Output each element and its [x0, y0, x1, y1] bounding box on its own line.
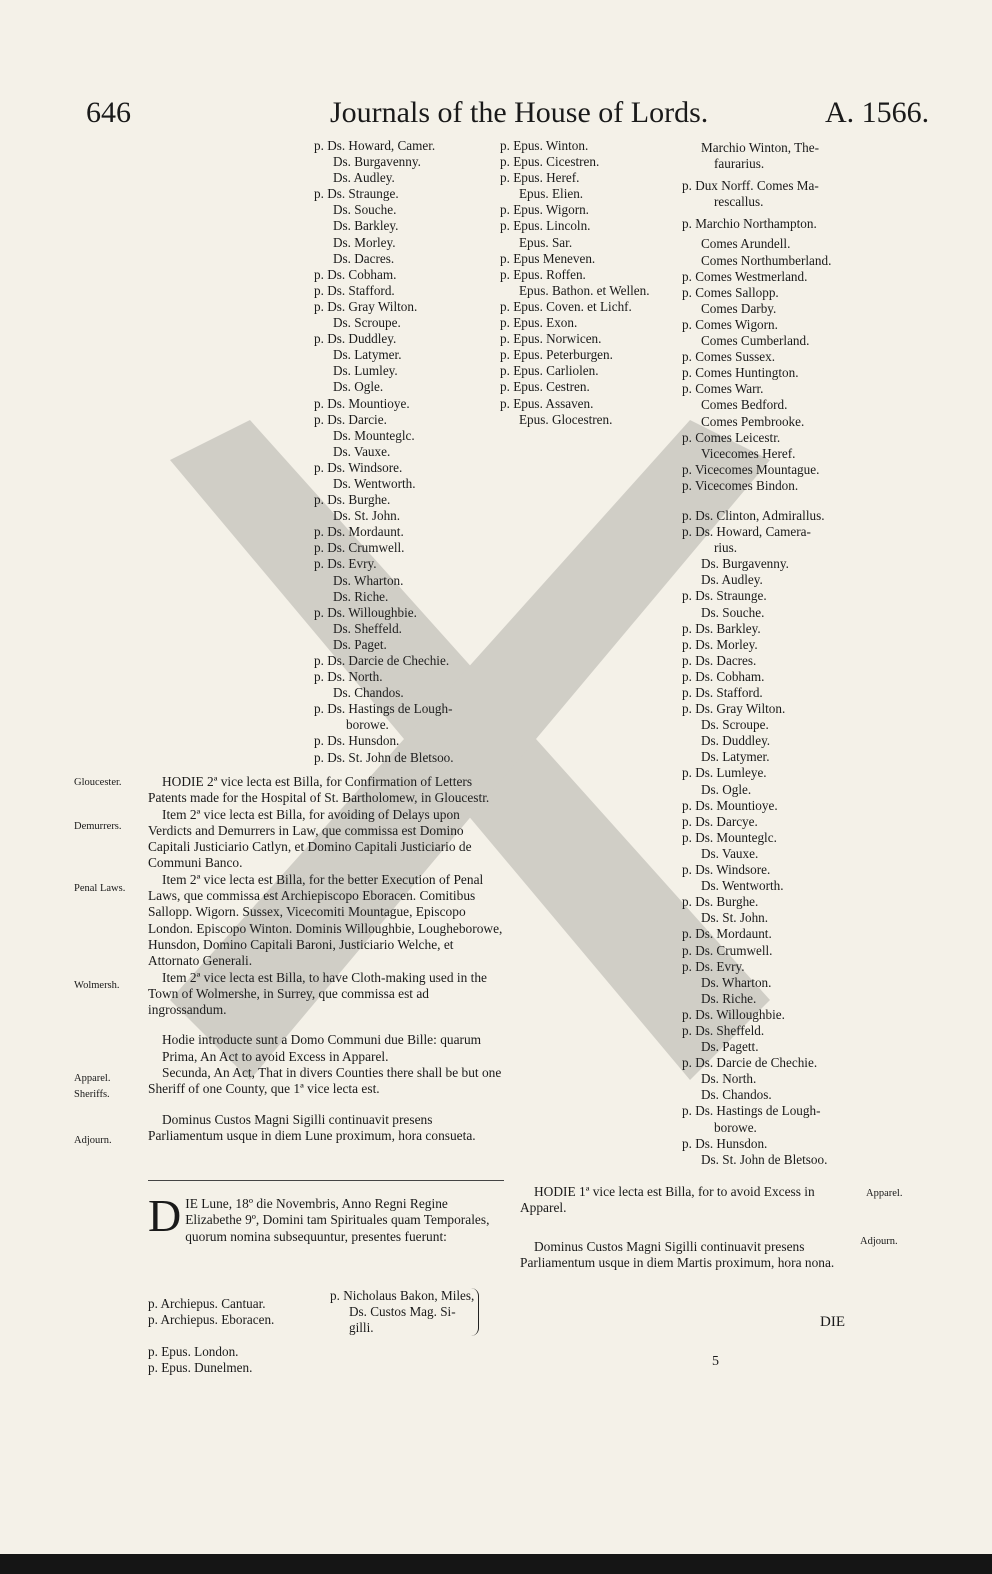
attendee-name: p. Ds. St. John de Bletsoo. — [314, 749, 454, 765]
attendee-name: p. Ds. Willoughbie. — [314, 604, 417, 620]
attendee-name: p. Ds. Hastings de Lough- — [314, 701, 453, 717]
attendee-name: Ds. Burgavenny. — [701, 556, 789, 572]
attendee-name: faurarius. — [714, 156, 765, 172]
margin-note-penal-laws: Penal Laws. — [74, 883, 126, 894]
attendee-name: p. Ds. Darcie de Chechie. — [314, 653, 450, 668]
attendee-name: p. Comes Leicestr. — [682, 429, 781, 445]
margin-note-wolmersh: Wolmersh. — [74, 980, 120, 991]
attendee-name: p. Comes Sussex. — [682, 349, 776, 365]
attendee-name: p. Epus. Roffen. — [500, 266, 586, 282]
attendee-name: Ds. Wharton. — [333, 572, 404, 588]
attendee-name: p. Ds. Barkley. — [682, 620, 761, 636]
attendee-name: Ds. Sheffeld. — [333, 620, 402, 636]
attendee-name: Ds. Latymer. — [333, 347, 402, 363]
attendee-name: Ds. Vauxe. — [333, 443, 391, 459]
attendee-name: p. Ds. Crumwell. — [314, 540, 405, 556]
session-heading — [148, 1190, 500, 1245]
attendee-name: Ds. Latymer. — [701, 749, 770, 765]
paragraph-adjournment-martis: Dominus Custos Magni Sigilli continuavit presens Parliamentum usque in diem Martis proximum, hora nona. — [520, 1238, 835, 1270]
attendee-name: Ds. Audley. — [701, 572, 763, 588]
attendee-name: p. Ds. Duddley. — [314, 331, 397, 347]
attendee-name: Comes Pembrooke. — [701, 413, 805, 429]
attendee-name: borowe. — [714, 1119, 757, 1135]
attendee-name: p. Ds. Stafford. — [314, 282, 395, 298]
proceedings-text — [148, 774, 504, 1144]
paragraph-cloth-making-bill: Item 2ª vice lecta est Billa, to have Cloth-making used in the Town of Wolmershe, in Surrey, que commissa est ad ingrossandum. — [148, 969, 487, 1018]
attendee-name: Ds. St. John. — [701, 910, 769, 926]
attendee-name: Ds. St. John de Bletsoo. — [701, 1151, 828, 1167]
attendee-name: p. Epus. Norwicen. — [500, 331, 602, 347]
attendee-name: p. Archiepus. Eboracen. — [148, 1312, 275, 1328]
attendee-name: Ds. Riche. — [701, 990, 757, 1006]
attendee-name: rescallus. — [714, 194, 764, 210]
attendee-name: p. Ds. Evry. — [314, 556, 377, 572]
attendee-name: Comes Darby. — [701, 300, 777, 316]
attendee-name: Ds. St. John. — [333, 508, 401, 524]
attendee-name: p. Ds. Darcie. — [314, 411, 387, 427]
attendee-name: Ds. Pagett. — [701, 1039, 759, 1055]
attendee-name: Ds. Ogle. — [701, 781, 752, 797]
attendee-name: p. Ds. Howard, Camera- — [682, 524, 811, 540]
paragraph-bills-introduced: Hodie introducte sunt a Domo Communi due Bille: quarum — [162, 1032, 482, 1048]
margin-note-demurrers: Demurrers. — [74, 821, 122, 832]
margin-note-apparel: Apparel. — [74, 1073, 111, 1084]
paragraph-penal-laws-bill: Item 2ª vice lecta est Billa, for the better Execution of Penal Laws, que commissa est Archiepiscopo Eboracen. Comitibus Sallopp. Wigorn. Sussex, Vicecomiti Mountague, Episcopo London. Episcopo Winton. Dominis Willoughbie, Lougheborowe, Hunsdon, Domino Capitali Baroni, Justiciario Welche, et Attornato Generali. — [148, 871, 503, 969]
attendee-name: p. Ds. Sheffeld. — [682, 1022, 765, 1038]
bottom-scan-border — [0, 1554, 992, 1574]
attendee-name: Comes Northumberland. — [701, 252, 832, 268]
attendee-name: p. Ds. Clinton, Admirallus. — [682, 507, 825, 523]
attendee-name: p. Ds. Windsore. — [314, 459, 403, 475]
paragraph-sheriffs-act: Secunda, An Act, That in divers Counties there shall be but one Sheriff of one County, que 1ª vice lecta est. — [148, 1065, 502, 1097]
attendee-name: p. Archiepus. Cantuar. — [148, 1296, 266, 1311]
attendee-name: p. Comes Warr. — [682, 381, 764, 397]
attendee-name: p. Ds. Cobham. — [682, 668, 765, 684]
attendee-name: p. Marchio Northampton. — [682, 216, 817, 232]
attendee-name: p. Ds. Mounteglc. — [682, 829, 777, 845]
attendee-name: Ds. Paget. — [333, 636, 387, 652]
attendee-name: gilli. — [349, 1320, 374, 1336]
attendee-name: Epus. Elien. — [519, 186, 584, 202]
attendee-name: Vicecomes Heref. — [701, 445, 796, 461]
attendee-name: p. Ds. Crumwell. — [682, 942, 773, 958]
margin-note-adjourn-right: Adjourn. — [860, 1236, 898, 1247]
margin-note-gloucester: Gloucester. — [74, 777, 122, 788]
attendee-name: p. Ds. Willoughbie. — [682, 1006, 785, 1022]
attendee-name: p. Epus. Coven. et Lichf. — [500, 298, 632, 314]
attendee-name: p. Epus. London. — [148, 1344, 239, 1360]
attendee-name: p. Comes Huntington. — [682, 365, 799, 381]
attendee-name: p. Ds. Morley. — [682, 636, 758, 652]
attendee-name: p. Dux Norff. Comes Ma- — [682, 178, 819, 194]
attendee-name: Ds. Barkley. — [333, 218, 399, 234]
attendee-name: p. Ds. Burghe. — [682, 894, 759, 910]
attendee-name: p. Epus. Cestren. — [500, 379, 590, 395]
attendee-name: Ds. Mounteglc. — [333, 427, 415, 443]
attendee-name: p. Comes Wigorn. — [682, 316, 778, 332]
attendee-name: Ds. Scroupe. — [701, 717, 769, 733]
attendee-name: p. Epus. Peterburgen. — [500, 347, 613, 363]
attendee-name: p. Epus. Cicestren. — [500, 154, 600, 170]
margin-note-adjourn: Adjourn. — [74, 1135, 112, 1146]
attendee-name: Ds. Lumley. — [333, 363, 398, 379]
attendee-name: Comes Arundell. — [701, 236, 791, 252]
attendee-name: Ds. North. — [701, 1071, 757, 1087]
attendee-name: Epus. Glocestren. — [519, 411, 613, 427]
attendee-name: Ds. Dacres. — [333, 250, 395, 266]
margin-note-apparel-right: Apparel. — [866, 1188, 903, 1199]
attendee-name: p. Ds. Mountioye. — [682, 797, 778, 813]
catchword: DIE — [820, 1314, 845, 1330]
attendee-name: Marchio Winton, The- — [701, 140, 820, 155]
attendee-name: p. Vicecomes Bindon. — [682, 477, 799, 493]
paragraph-gloucester-bill: HODIE 2ª vice lecta est Billa, for Confirmation of Letters Patents made for the Hospital of St. Bartholomew, in Gloucestr. — [148, 774, 490, 806]
attendee-name: p. Ds. Hastings de Lough- — [682, 1103, 821, 1119]
attendee-name: Ds. Chandos. — [333, 685, 404, 701]
archbishops-list — [148, 1296, 274, 1376]
attendee-name: p. Ds. Mordaunt. — [682, 926, 772, 942]
attendee-name: Ds. Wharton. — [701, 974, 772, 990]
attendee-name: Ds. Duddley. — [701, 733, 771, 749]
attendee-name: p. Epus. Carliolen. — [500, 363, 599, 379]
attendee-name: p. Ds. Mountioye. — [314, 395, 410, 411]
attendee-name: p. Ds. Hunsdon. — [682, 1135, 768, 1151]
attendee-name: Epus. Sar. — [519, 234, 573, 250]
attendee-name: p. Epus. Wigorn. — [500, 202, 589, 218]
attendee-name: p. Comes Westmerland. — [682, 268, 808, 284]
paragraph-apparel-act: Prima, An Act to avoid Excess in Apparel. — [162, 1048, 389, 1064]
attendee-name: p. Ds. Dacres. — [682, 652, 757, 668]
paragraph-demurrers-bill: Item 2ª vice lecta est Billa, for avoiding of Delays upon Verdicts and Demurrers in Law, que commissa est Domino Capitali Justiciario Catlyn, et Domino Capitali Justiciario de Communi Banco. — [148, 806, 472, 871]
lords-list-column-1 — [314, 138, 454, 766]
attendee-name: p. Epus. Winton. — [500, 138, 589, 153]
lord-keeper-entry — [330, 1288, 479, 1336]
attendee-name: Ds. Vauxe. — [701, 845, 759, 861]
margin-note-sheriffs: Sheriffs. — [74, 1089, 110, 1100]
attendee-name: Ds. Ogle. — [333, 379, 384, 395]
attendee-name: Ds. Wentworth. — [701, 878, 784, 894]
attendee-name: p. Ds. Straunge. — [314, 186, 399, 202]
attendee-name: Ds. Morley. — [333, 234, 396, 250]
attendee-name: p. Nicholaus Bakon, Miles, — [330, 1288, 475, 1303]
attendee-name: p. Epus. Heref. — [500, 170, 580, 186]
attendee-name: p. Vicecomes Mountague. — [682, 461, 820, 477]
page-title: Journals of the House of Lords. — [330, 96, 709, 129]
attendee-name: p. Ds. Howard, Camer. — [314, 138, 436, 153]
attendee-name: Epus. Bathon. et Wellen. — [519, 282, 650, 298]
attendee-name: p. Ds. Windsore. — [682, 862, 771, 878]
attendee-name: p. Ds. Hunsdon. — [314, 733, 400, 749]
right-proceedings — [520, 1184, 856, 1271]
attendee-name: p. Ds. Cobham. — [314, 266, 397, 282]
attendee-name: Ds. Souche. — [701, 604, 765, 620]
attendee-name: p. Ds. Gray Wilton. — [682, 701, 786, 717]
attendee-name: Comes Bedford. — [701, 397, 788, 413]
attendee-name: p. Ds. North. — [314, 669, 383, 685]
attendee-name: Ds. Custos Mag. Si- — [349, 1304, 456, 1320]
attendee-name: Ds. Wentworth. — [333, 475, 416, 491]
attendee-name: Ds. Audley. — [333, 170, 395, 186]
bishops-list-column-2 — [500, 138, 650, 428]
peers-list-column-3 — [682, 140, 831, 1168]
section-divider — [148, 1180, 504, 1181]
session-heading-text: IE Lune, 18º die Novembris, Anno Regni Regine Elizabethe 9º, Domini tam Spirituales quam Temporales, quorum nomina subsequuntur, presentes fuerunt: — [185, 1196, 490, 1244]
attendee-name: p. Ds. Darcye. — [682, 813, 758, 829]
attendee-name: Comes Cumberland. — [701, 333, 810, 349]
attendee-name: p. Ds. Burghe. — [314, 492, 391, 508]
signature-mark: 5 — [712, 1354, 719, 1369]
attendee-name: p. Ds. Gray Wilton. — [314, 298, 418, 314]
attendee-name: p. Ds. Mordaunt. — [314, 524, 404, 540]
attendee-name: Ds. Riche. — [333, 588, 389, 604]
attendee-name: p. Ds. Lumleye. — [682, 765, 767, 781]
attendee-name: p. Epus. Lincoln. — [500, 218, 591, 234]
attendee-name: rius. — [714, 540, 738, 556]
attendee-name: p. Epus. Assaven. — [500, 395, 594, 411]
attendee-name: p. Ds. Stafford. — [682, 685, 763, 700]
attendee-name: p. Ds. Evry. — [682, 958, 745, 974]
attendee-name: p. Epus. Dunelmen. — [148, 1360, 253, 1376]
attendee-name: borowe. — [346, 717, 389, 733]
attendee-name: p. Ds. Straunge. — [682, 588, 767, 604]
page-number: 646 — [86, 96, 131, 129]
attendee-name: Ds. Souche. — [333, 202, 397, 218]
attendee-name: Ds. Scroupe. — [333, 315, 401, 331]
drop-cap: D — [148, 1190, 182, 1241]
attendee-name: p. Ds. Darcie de Chechie. — [682, 1055, 818, 1071]
attendee-name: p. Comes Sallopp. — [682, 284, 779, 300]
paragraph-adjournment: Dominus Custos Magni Sigilli continuavit presens Parliamentum usque in diem Lune proximum, hora consueta. — [148, 1111, 476, 1143]
attendee-name: p. Epus. Exon. — [500, 315, 578, 331]
paragraph-apparel-first-reading: HODIE 1ª vice lecta est Billa, for to avoid Excess in Apparel. — [520, 1184, 815, 1216]
attendee-name: p. Epus Meneven. — [500, 250, 596, 266]
attendee-name: Ds. Burgavenny. — [333, 154, 421, 170]
page-year: A. 1566. — [825, 96, 930, 129]
attendee-name: Ds. Chandos. — [701, 1087, 772, 1103]
